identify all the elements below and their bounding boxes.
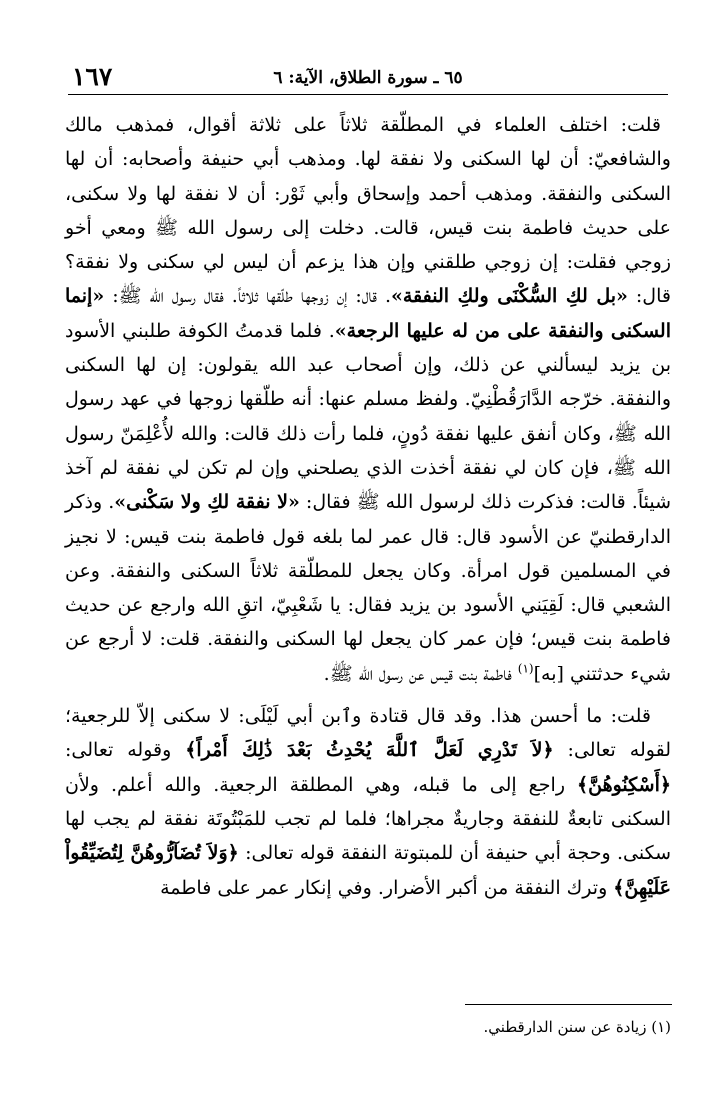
main-text bbox=[65, 108, 671, 905]
footnote: (١) زيادة عن سنن الدارقطني. bbox=[483, 1018, 671, 1036]
text-segment: . فلما قدمتُ الكوفة طلبني الأسود بن يزيد ليسألني عن ذلك، وإن أصحاب عبد الله يقولون: إن لها السكنى والنفقة. خرّجه الدَّارَقُطْنِيّ. ولفظ مسلم عنها: أنه طلّقها زوجها في عهد رسول الله ﷺ، وكان أنفق عليها نفقة دُونٍ، فلما رأت ذلك قالت: والله لأُعْلِمَنّ رسول الله ﷺ، فإن كان لي نفقة أخذت الذي يصلحني وإن لم تكن لي نفقة لم آخذ شيئاً. قالت: فذكرت ذلك لرسول الله ﷺ فقال: bbox=[65, 319, 671, 514]
hadith-quote: «إنما السكنى والنفقة على من له عليها الرجعة» bbox=[65, 285, 671, 342]
paragraph-1 bbox=[65, 108, 671, 691]
hadith-quote: «بل لكِ السُّكْنَى ولكِ النفقة» bbox=[391, 285, 628, 308]
text-segment: قلت: اختلف العلماء في المطلّقة ثلاثاً على ثلاثة أقوال، فمذهب مالك والشافعيّ: أن لها السكنى ولا نفقة لها. ومذهب أبي حنيفة وأصحابه: أن لها السكنى والنفقة. ومذهب أحمد وإسحاق وأبي ثَوْر: أن لا نفقة لها ولا سكنى، على حديث فاطمة بنت قيس، قالت. دخلت إلى رسول الله ﷺ ومعي أخو زوجي فقلت: إن زوجي طلقني وإن هذا يزعم أن ليس لي سكنى ولا نفقة؟ قال: bbox=[65, 114, 671, 308]
text-segment: قلت: ما أحسن هذا. وقد قال قتادة وٱبن أبي لَيْلَى: لا سكنى إلاّ للرجعية؛ لقوله تعالى: bbox=[65, 705, 671, 762]
footnote-separator bbox=[465, 1004, 672, 1005]
text-segment: . قال: إن زوجها طلّقها ثلاثاً. فقال رسول الله ﷺ: bbox=[104, 285, 391, 308]
quran-verse: ﴿وَلاَ تُضَآرُّوهُنَّ لِتُضَيِّقُواْ عَلَيْهِنَّ﴾ bbox=[65, 842, 671, 899]
running-title: ٦٥ ـ سورة الطلاق، الآية: ٦ bbox=[273, 68, 463, 88]
text-segment: وترك النفقة من أكبر الأضرار. وفي إنكار عمر على فاطمة bbox=[160, 876, 614, 899]
quran-verse: ﴿أَسْكِنُوهُنَّ﴾ bbox=[577, 773, 671, 796]
hadith-quote: «لا نفقة لكِ ولا سَكْنى» bbox=[114, 491, 300, 514]
text-segment: راجع إلى ما قبله، وهي المطلقة الرجعية. والله أعلم. ولأن السكنى تابعةٌ للنفقة وجاريةٌ مجراها؛ فلما لم تجب للمَبْتُوتَة نفقة لم يجب لها سكنى. وحجة أبي حنيفة أن للمبتوتة النفقة قوله تعالى: bbox=[65, 773, 671, 865]
text-segment: وقوله تعالى: bbox=[65, 739, 186, 762]
paragraph-2 bbox=[65, 699, 671, 905]
page-header bbox=[68, 62, 668, 96]
header-rule bbox=[68, 94, 668, 95]
text-segment: فاطمة بنت قيس عن رسول الله ﷺ. bbox=[323, 662, 518, 685]
quran-verse: ﴿لاَ تَدْرِي لَعَلَّ ٱللَّهَ يُحْدِثُ بَعْدَ ذَٰلِكَ أَمْراً﴾ bbox=[185, 739, 554, 762]
page-number: ١٦٧ bbox=[72, 62, 113, 91]
text-segment: . وذكر الدارقطنيّ عن الأسود قال: قال عمر لما بلغه قول فاطمة بنت قيس: لا نجيز في المسلمين قول امرأة. وكان يجعل للمطلّقة ثلاثاً السكنى والنفقة. وعن الشعبي قال: لَقِيَني الأسود بن يزيد فقال: يا شَعْبِيّ، اتقِ الله وارجع عن حديث فاطمة بنت قيس؛ فإن عمر كان يجعل لها السكنى والنفقة. قلت: لا أرجع عن شيء حدثتني [به] bbox=[65, 491, 671, 685]
footnote-marker: (١) bbox=[517, 661, 534, 676]
